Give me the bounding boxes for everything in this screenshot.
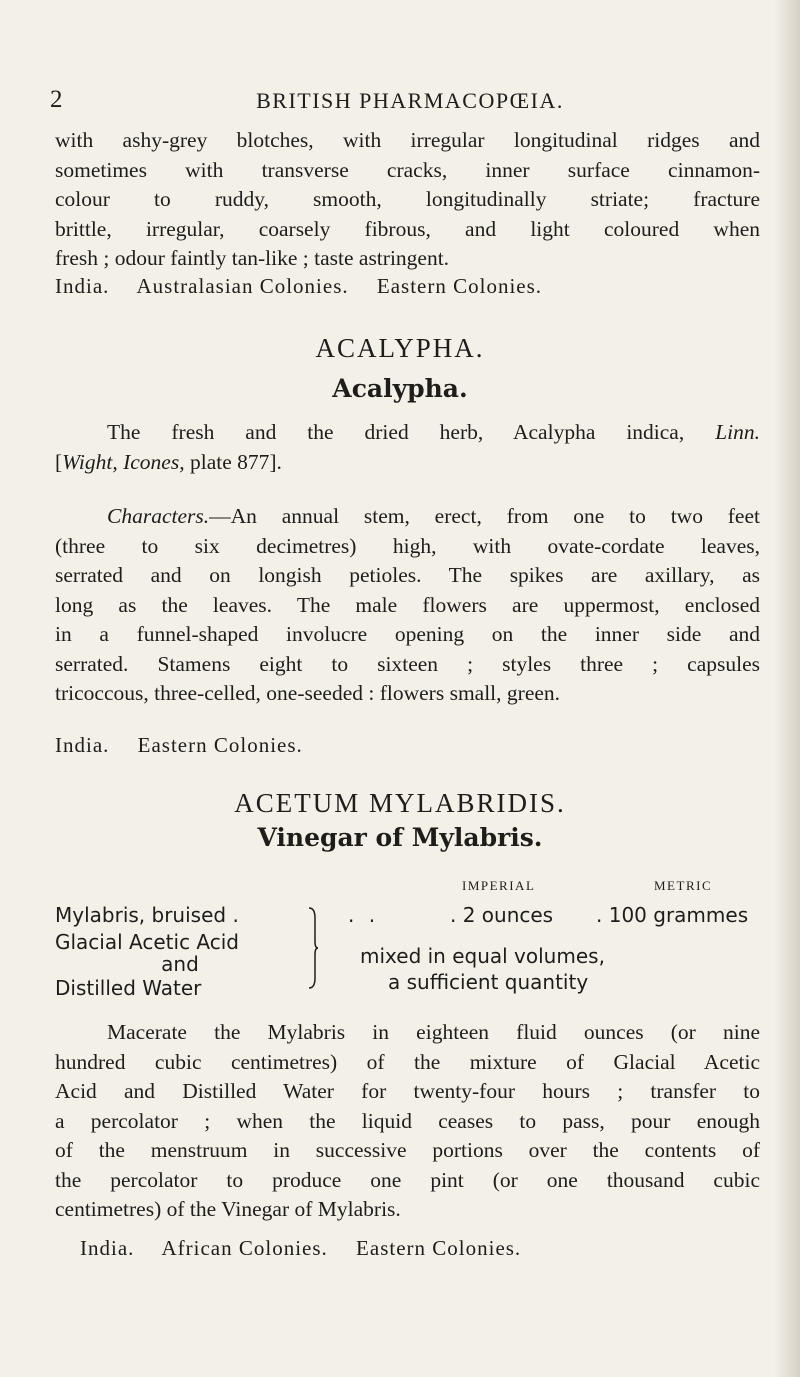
brace-bracket — [308, 906, 318, 990]
text-line: (three to six decimetres) high, with ovate-cordate leaves, — [55, 533, 760, 558]
text-line: serrated and on longish petioles. The spikes are axillary, as — [55, 563, 760, 587]
metric-quantity: . 100 grammes — [596, 903, 749, 927]
reference-source: Wight, Icones, — [62, 449, 185, 474]
reference-plate: plate 877]. — [184, 449, 282, 474]
acalypha-title: ACALYPHA. — [315, 333, 485, 363]
characters-text: —An annual stem, erect, from one to two feet — [209, 504, 760, 528]
acalypha-characters — [55, 502, 760, 709]
text-line: a percolator ; when the liquid ceases to pass, pour enough — [55, 1108, 760, 1133]
author-abbrev: Linn. — [715, 420, 760, 444]
text-line: Macerate the Mylabris in eighteen fluid ounces (or nine — [107, 1020, 760, 1044]
region-label: Australasian Colonies. — [136, 274, 349, 298]
running-head — [50, 86, 770, 116]
ingredient-distilled-water: Distilled Water — [55, 976, 202, 1000]
acetum-regions — [80, 1236, 785, 1261]
text-line: Acid and Distilled Water for twenty-four hours ; transfer to — [55, 1079, 760, 1103]
text-line: brittle, irregular, coarsely fibrous, and light coloured when — [55, 216, 760, 241]
text-line: colour to ruddy, smooth, longitudinally striate; fracture — [55, 187, 760, 211]
text-line: the percolator to produce one pint (or one thousand cubic — [55, 1167, 760, 1192]
ref-bracket: [ — [55, 449, 63, 474]
column-metric: METRIC — [654, 878, 713, 893]
region-label: Eastern Colonies. — [376, 274, 543, 298]
leader-dots: . . — [348, 903, 380, 927]
page-edge-shadow — [774, 0, 800, 1377]
text-line: of the menstruum in successive portions over the contents of — [55, 1138, 760, 1162]
text-line — [55, 502, 760, 532]
acalypha-subtitle: Acalypha. — [332, 374, 468, 403]
text-line: centimetres) of the Vinegar of Mylabris. — [55, 1197, 401, 1221]
running-title: BRITISH PHARMACOPŒIA. — [256, 88, 564, 113]
intro-regions — [55, 274, 760, 299]
mixed-note: mixed in equal volumes, — [360, 944, 605, 968]
region-label: India. — [55, 733, 110, 757]
text-line: tricoccous, three-celled, one-seeded : flowers small, green. — [55, 681, 561, 705]
acalypha-regions — [55, 733, 760, 758]
region-label: African Colonies. — [161, 1236, 328, 1260]
acetum-method — [55, 1018, 760, 1225]
text-line: in a funnel-shaped involucre opening on the inner side and — [55, 622, 760, 646]
imperial-quantity: . 2 ounces — [450, 903, 554, 927]
text-line: sometimes with transverse cracks, inner surface cinnamon- — [55, 157, 760, 182]
column-imperial: IMPERIAL — [462, 878, 536, 893]
intro-paragraph — [55, 126, 760, 274]
acetum-subtitle: Vinegar of Mylabris. — [257, 823, 543, 852]
text-line: hundred cubic centimetres) of the mixture of Glacial Acetic — [55, 1049, 760, 1074]
text-line: with ashy-grey blotches, with irregular longitudinal ridges and — [55, 128, 760, 152]
text-line: serrated. Stamens eight to sixteen ; styles three ; capsules — [55, 651, 760, 676]
region-label: Eastern Colonies. — [356, 1236, 522, 1260]
ingredient-glacial-acetic-acid: Glacial Acetic Acid — [55, 930, 239, 954]
acetum-title: ACETUM MYLABRIDIS. — [234, 788, 566, 818]
text-line — [55, 448, 760, 478]
region-label: India. — [80, 1236, 135, 1260]
characters-label: Characters. — [107, 504, 210, 528]
quantity-note: a sufficient quantity — [388, 970, 589, 994]
acalypha-description — [55, 418, 760, 477]
description-prefix: The fresh and the dried herb, Acalypha indica, — [107, 420, 716, 444]
page-number: 2 — [50, 86, 63, 113]
text-line: fresh ; odour faintly tan-like ; taste astringent. — [55, 246, 450, 270]
ingredient-and: and — [161, 952, 199, 976]
text-line — [55, 418, 760, 448]
text-line: long as the leaves. The male flowers are uppermost, enclosed — [55, 592, 760, 617]
region-label: India. — [55, 274, 110, 298]
region-label: Eastern Colonies. — [137, 733, 303, 757]
ingredient-mylabris: Mylabris, bruised . — [55, 903, 239, 927]
